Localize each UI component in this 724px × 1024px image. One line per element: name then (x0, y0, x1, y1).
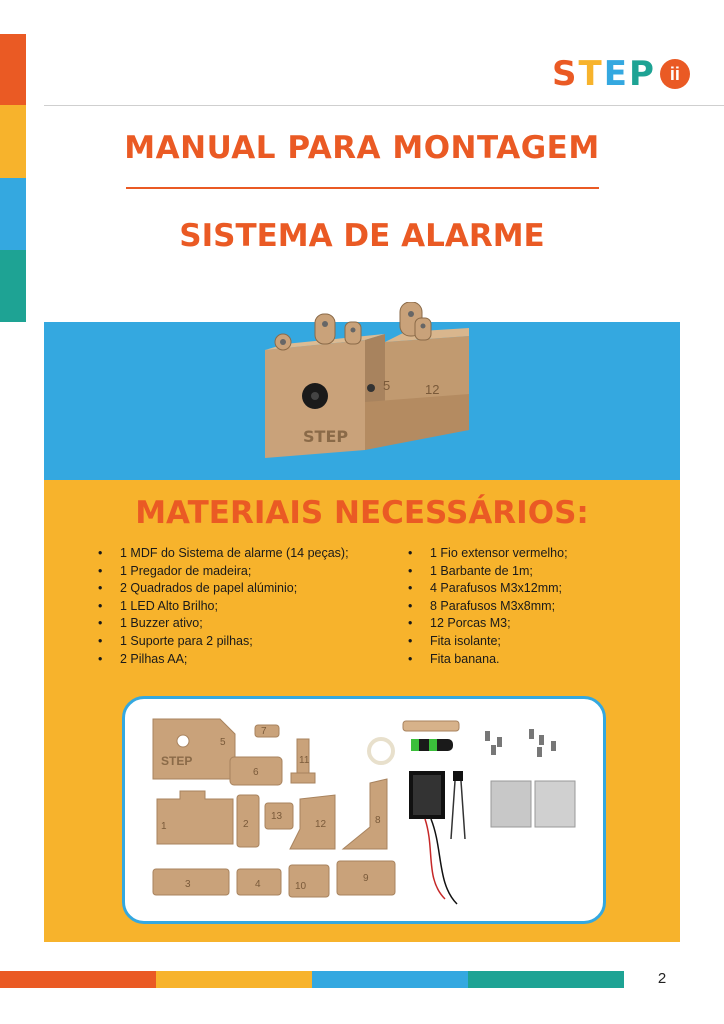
logo-letter-t: T (578, 54, 604, 94)
logo-letter-p: P (628, 54, 656, 94)
list-item: • 8 Parafusos M3x8mm; (408, 598, 568, 616)
parts-photo (122, 696, 606, 924)
list-item: • 1 MDF do Sistema de alarme (14 peças); (98, 545, 349, 563)
list-item: • 1 Pregador de madeira; (98, 563, 349, 581)
list-item: • 1 Barbante de 1m; (408, 563, 568, 581)
logo-letter-e: E (603, 54, 629, 94)
piece-number: 7 (261, 726, 267, 737)
footer-bar-orange (0, 971, 156, 988)
list-item: • 12 Porcas M3; (408, 615, 568, 633)
piece-label-12: 12 (425, 382, 440, 397)
materials-list-left (98, 545, 349, 668)
piece-number: 4 (255, 879, 261, 890)
step-logo (552, 54, 692, 94)
box-engraving: STEP (303, 427, 349, 446)
piece-number: 8 (375, 815, 381, 826)
list-item: • Fita isolante; (408, 633, 568, 651)
piece-number: 1 (161, 821, 167, 832)
page-subtitle: SISTEMA DE ALARME (179, 218, 545, 254)
materials-list-right (408, 545, 568, 668)
piece-number: 3 (185, 879, 191, 890)
page-title: MANUAL PARA MONTAGEM (124, 130, 600, 166)
piece-number: 12 (315, 819, 327, 830)
footer-bar-yellow (156, 971, 312, 988)
list-item: • 1 LED Alto Brilho; (98, 598, 349, 616)
list-item: • 1 Buzzer ativo; (98, 615, 349, 633)
piece-number: 13 (271, 811, 283, 822)
list-item: • 1 Fio extensor vermelho; (408, 545, 568, 563)
parts-kit-illustration (125, 699, 603, 921)
parts-engraving: STEP (161, 754, 193, 768)
footer-bar-blue (312, 971, 468, 988)
list-item: • 1 Suporte para 2 pilhas; (98, 633, 349, 651)
side-bar-teal (0, 250, 26, 322)
piece-number: 5 (220, 737, 226, 748)
piece-number: 6 (253, 767, 259, 778)
alarm-box-illustration (255, 302, 475, 467)
piece-number: 11 (299, 755, 310, 766)
logo-wordmark (552, 54, 656, 94)
list-item: • 2 Quadrados de papel alúminio; (98, 580, 349, 598)
list-item: • 2 Pilhas AA; (98, 651, 349, 669)
title-underline (126, 187, 599, 189)
logo-letter-s: S (552, 54, 579, 94)
list-item: • Fita banana. (408, 651, 568, 669)
materials-title: MATERIAIS NECESSÁRIOS: (135, 495, 589, 531)
piece-number: 10 (295, 881, 307, 892)
logo-badge-icon: ii (660, 59, 690, 89)
piece-number: 9 (363, 873, 369, 884)
piece-number: 2 (243, 819, 249, 830)
side-bar-orange (0, 34, 26, 105)
list-item: • 4 Parafusos M3x12mm; (408, 580, 568, 598)
header-divider (44, 105, 724, 106)
footer-bar-teal (468, 971, 624, 988)
page-number: 2 (657, 970, 667, 987)
piece-label-5: 5 (383, 378, 391, 393)
